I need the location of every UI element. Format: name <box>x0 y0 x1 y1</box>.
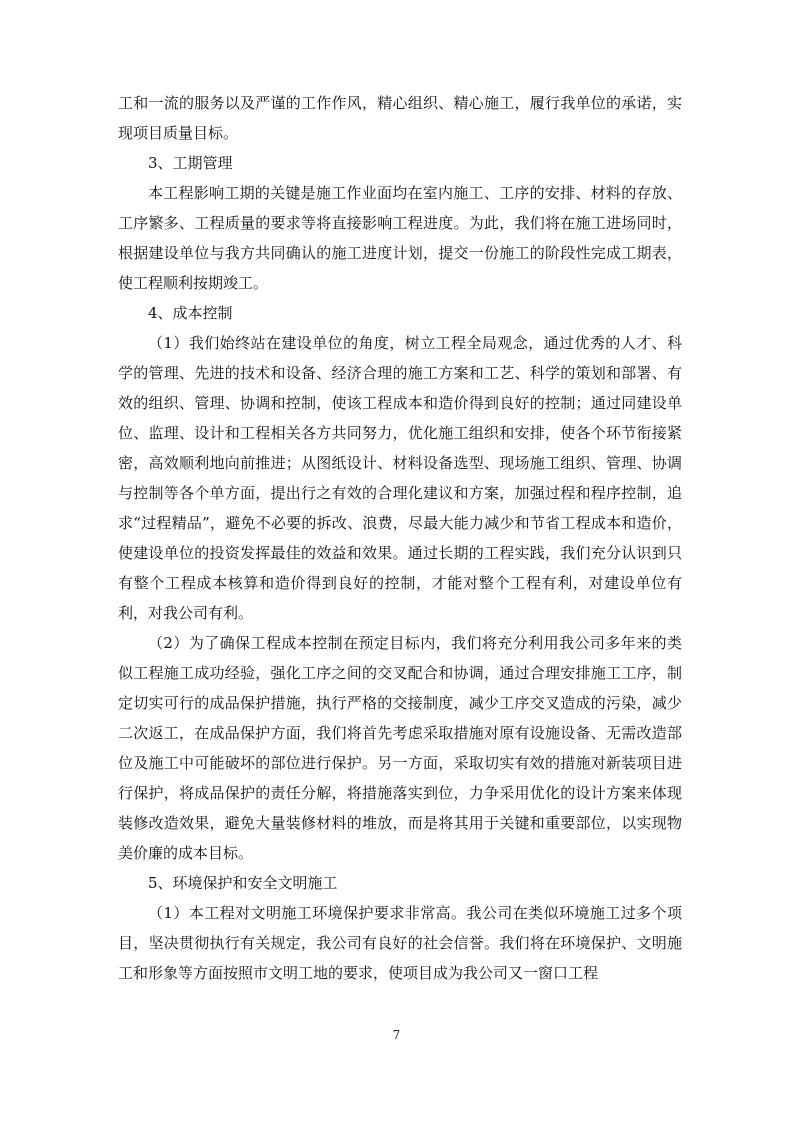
paragraph-schedule: 本工程影响工期的关键是施工作业面均在室内施工、工序的安排、材料的存放、工序繁多、工程质量的要求等将直接影响工程进度。为此，我们将在施工进场同时，根据建设单位与我方共同确认的施工进度计划，提交一份施工的阶段性完成工期表，使工程顺利按期竣工。 <box>118 184 682 292</box>
paragraph-cost-2: （2）为了确保工程成本控制在预定目标内，我们将充分利用我公司多年来的类似工程施工成功经验，强化工序之间的交叉配合和协调，通过合理安排施工工序，制定切实可行的成品保护措施，执行严格的交接制度，减少工序交叉造成的污染，减少二次返工，在成品保护方面，我们将首先考虑采取措施对原有设施设备、无需改造部位及施工中可能破坏的部位进行保护。另一方面，采取切实有效的措施对新装项目进行保护，将成品保护的责任分解，将措施落实到位，力争采用优化的设计方案来体现装修改造效果，避免大量装修材料的堆放，而是将其用于关键和重要部位，以实现物美价廉的成本目标。 <box>118 634 682 862</box>
section-heading-environment: 5、环境保护和安全文明施工 <box>148 874 338 892</box>
section-heading-cost: 4、成本控制 <box>148 304 233 322</box>
page-number: 7 <box>392 1028 401 1042</box>
section-heading-schedule: 3、工期管理 <box>148 154 233 172</box>
document-body <box>118 88 682 988</box>
paragraph-continuation: 工和一流的服务以及严谨的工作作风，精心组织、精心施工，履行我单位的承诺，实现项目质量目标。 <box>118 94 682 142</box>
paragraph-cost-1: （1）我们始终站在建设单位的角度，树立工程全局观念，通过优秀的人才、科学的管理、先进的技术和设备、经济合理的施工方案和工艺、科学的策划和部署、有效的组织、管理、协调和控制，使该工程成本和造价得到良好的控制；通过同建设单位、监理、设计和工程相关各方共同努力，优化施工组织和安排，使各个环节衔接紧密，高效顺利地向前推进；从图纸设计、材料设备选型、现场施工组织、管理、协调与控制等各个单方面，提出行之有效的合理化建议和方案，加强过程和程序控制，追求“过程精品”，避免不必要的拆改、浪费，尽最大能力减少和节省工程成本和造价，使建设单位的投资发挥最佳的效益和效果。通过长期的工程实践，我们充分认识到只有整个工程成本核算和造价得到良好的控制，才能对整个工程有利，对建设单位有利，对我公司有利。 <box>118 334 682 622</box>
paragraph-environment-1: （1）本工程对文明施工环境保护要求非常高。我公司在类似环境施工过多个项目，坚决贯彻执行有关规定，我公司有良好的社会信誉。我们将在环境保护、文明施工和形象等方面按照市文明工地的要求，使项目成为我公司又一窗口工程 <box>118 904 682 982</box>
